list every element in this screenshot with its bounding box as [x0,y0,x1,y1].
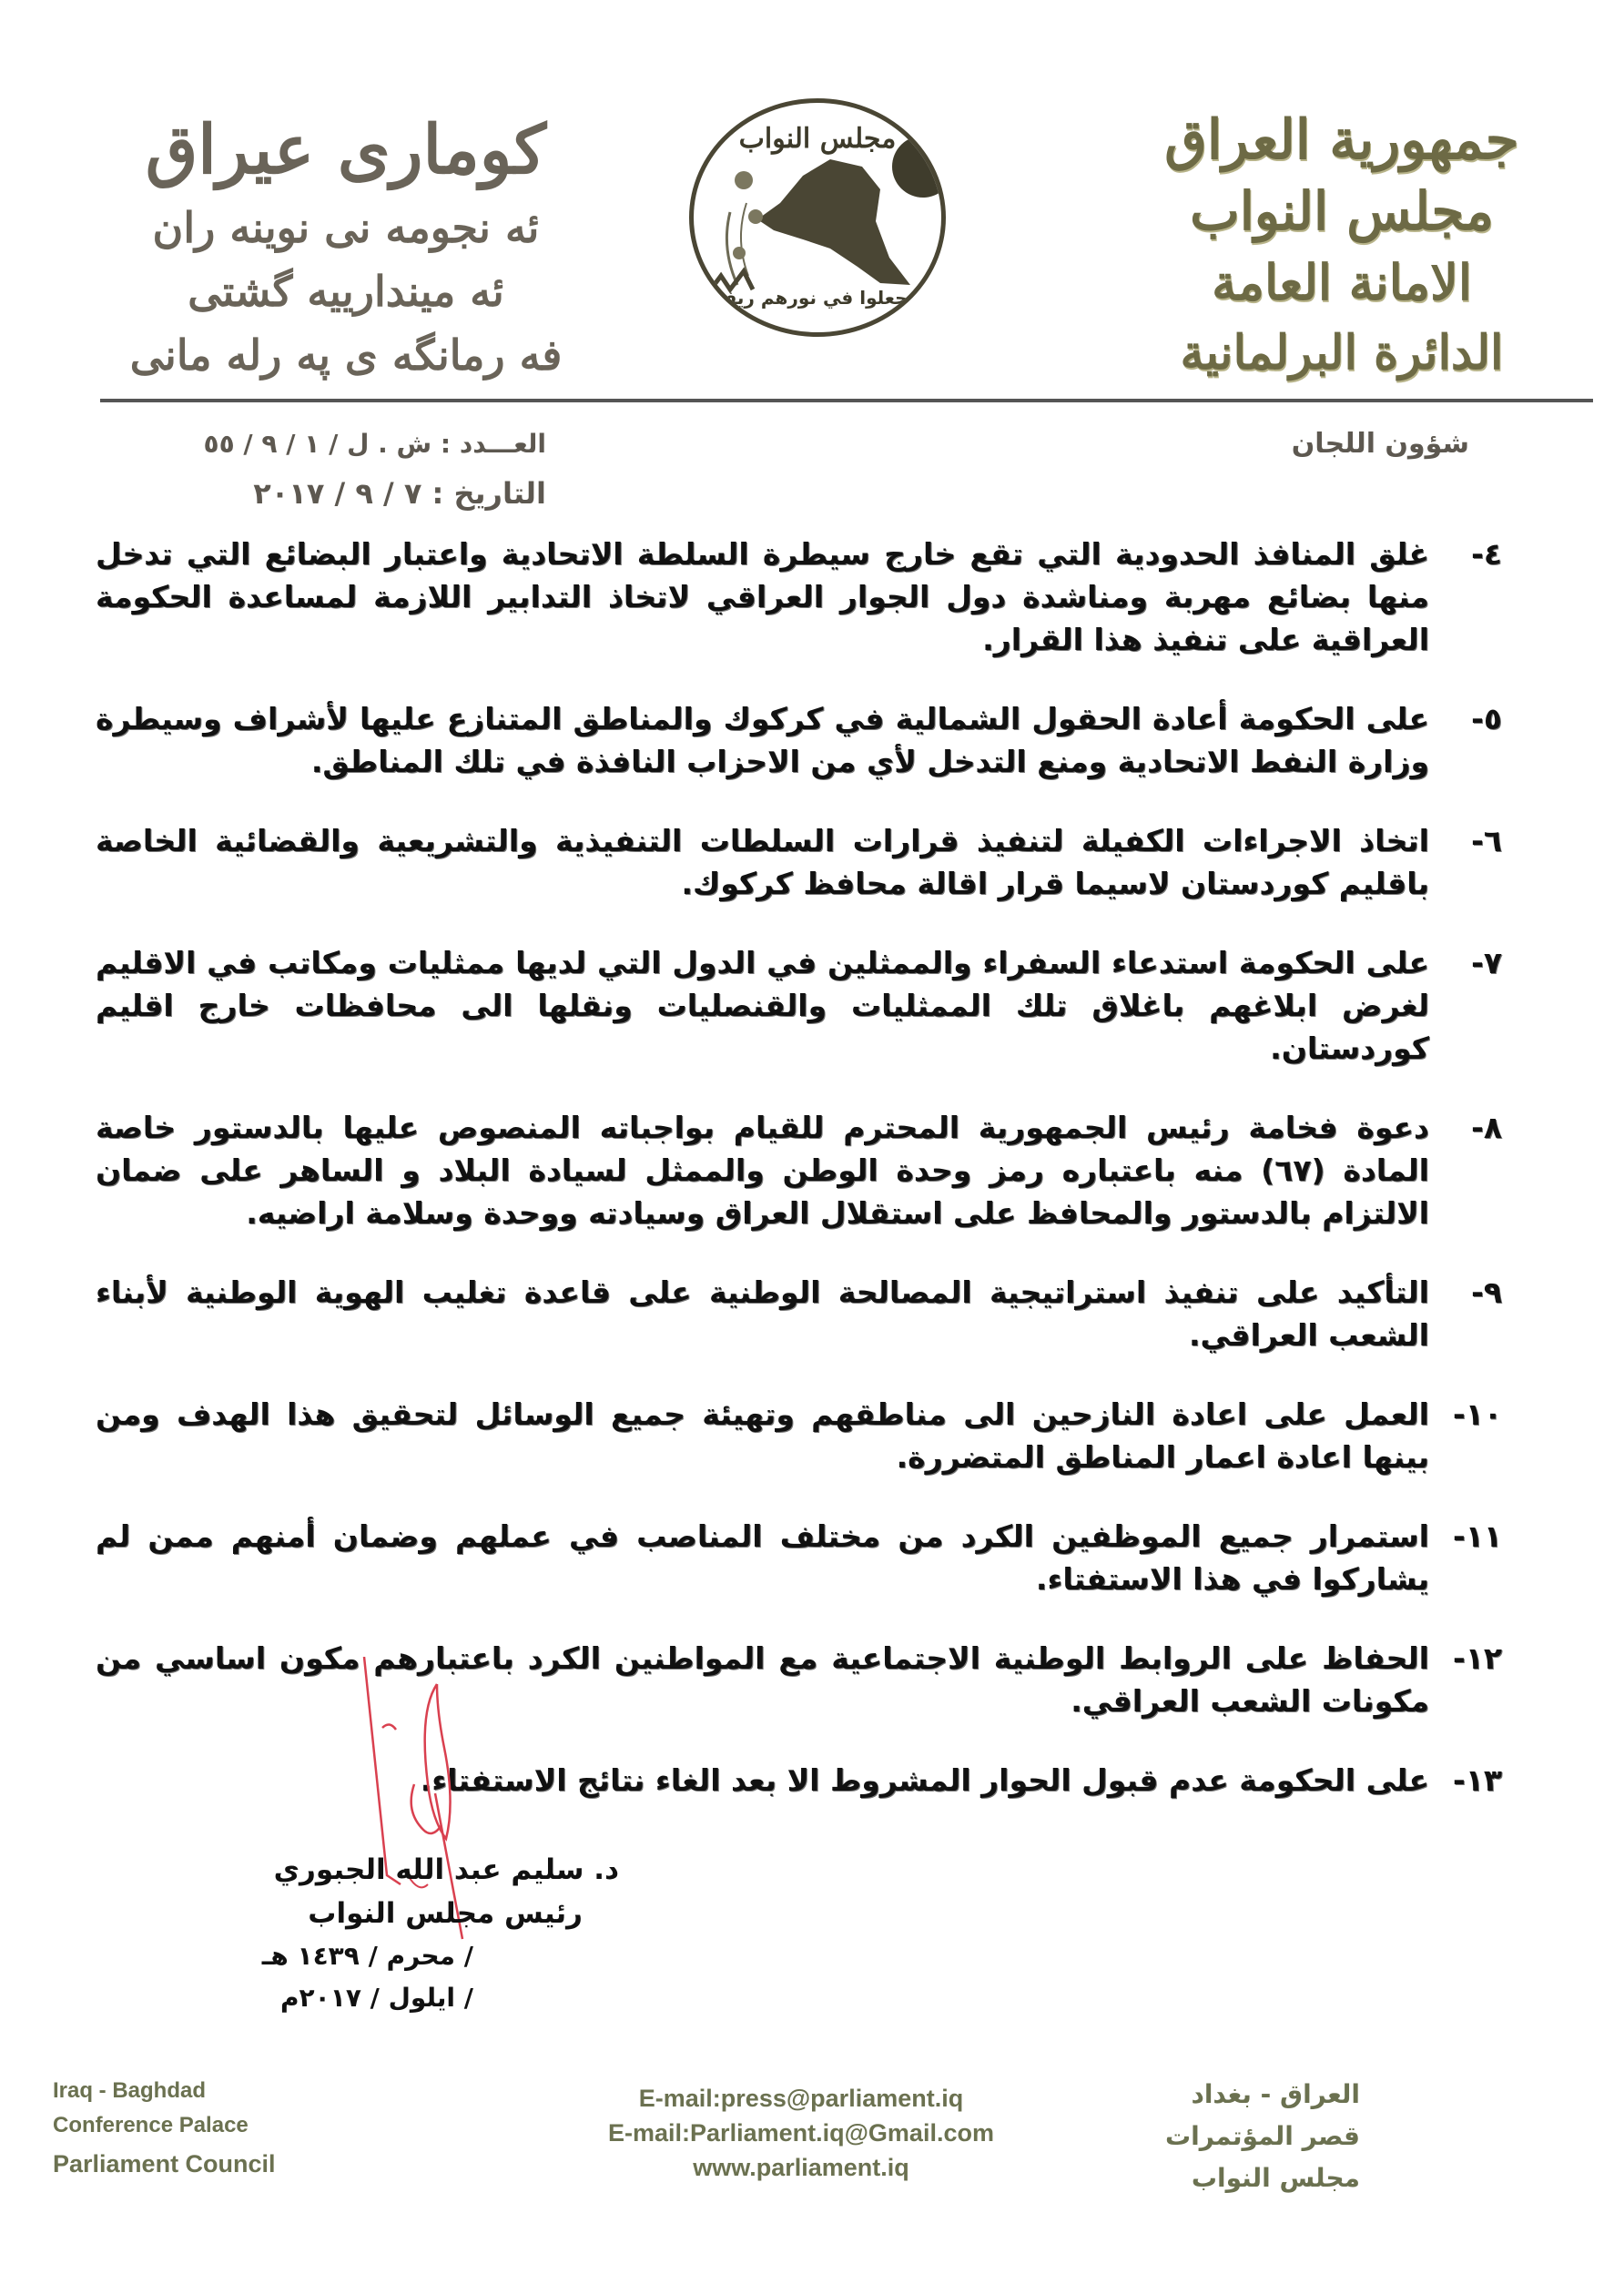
list-item [96,1106,1502,1234]
letterhead-line: ئه میندارییه گشتی [188,267,504,316]
list-item [96,819,1502,905]
department-label: شؤون اللجان [1291,428,1469,460]
footer-contact [546,2081,1056,2185]
item-number: ١٢- [1453,1640,1502,1676]
item-text: على الحكومة أعادة الحقول الشمالية في كركوك والمناطق المتنازع عليها لأشراف وسيطرة وزارة النفط الاتحادية ومنع التدخل لأي من الاحزاب النافذة في تلك المناطق. [96,701,1429,779]
footer-line: مجلس النواب [1191,2163,1360,2193]
seal-top-text: مجلس النواب [738,123,897,155]
signature-block [164,1848,619,2019]
item-text: على الحكومة عدم قبول الحوار المشروط الا بعد الغاء نتائج الاستفتاء. [420,1762,1429,1798]
item-text: الحفاظ على الروابط الوطنية الاجتماعية مع المواطنين الكرد باعتبارهم مكون اساسي من مكونات الشعب العراقي. [96,1640,1429,1719]
letterhead-line: ئه نجومه نی نوینه ران [152,203,540,252]
list-item [96,697,1502,783]
letterhead-line: فه رمانگه ی په رله مانی [129,330,563,380]
item-text: العمل على اعادة النازحين الى مناطقهم وتهيئة جميع الوسائل لتحقيق هذا الهدف ومن بينها اعادة اعمار المناطق المتضررة. [96,1396,1429,1475]
letterhead-line: الامانة العامة [1212,253,1472,311]
item-number: ١٠- [1453,1396,1502,1432]
footer-line: Parliament Council [53,2150,276,2177]
item-text: استمرار جميع الموظفين الكرد من مختلف المناصب في عملهم وضمان أمنهم ممن لم يشاركوا في هذا الاستفتاء. [96,1518,1429,1597]
item-text: على الحكومة استدعاء السفراء والممثلين في الدول التي لديها ممثليات ومكاتب في الاقليم لغرض ابلاغهم باغلاق تلك الممثليات والقنصليات ونقلها الى محافظات خارج اقليم كوردستان. [96,945,1429,1066]
list-item [96,1637,1502,1722]
item-number: ١١- [1453,1518,1502,1554]
seal-bottom-text: وجعلوا في نورهم ريف [716,287,919,309]
footer-line: العراق - بغداد [1191,2079,1360,2109]
item-number: ٦- [1471,823,1502,858]
item-text: دعوة فخامة رئيس الجمهورية المحترم للقيام بواجباته المنصوص عليها بالدستور خاصة المادة (٦٧) منه باعتباره رمز وحدة الوطن والممثل لسيادة البلاد و الساهر على ضمان الالتزام بالدستور والمحافظ على استقلال العراق وسيادته ووحدة وسلامة اراضيه. [96,1110,1429,1231]
list-item [96,1759,1502,1802]
footer-line: قصر المؤتمرات [1165,2121,1360,2151]
footer-line: Iraq - Baghdad [53,2078,207,2103]
item-number: ٤- [1471,536,1502,572]
gmail-email-link[interactable]: E-mail:Parliament.iq@Gmail.com [608,2119,994,2147]
reference-number: العـــدد : ش . ل / ١ / ٩ / ٥٥ [203,429,546,459]
website-link[interactable]: www.parliament.iq [693,2154,909,2181]
list-item [96,941,1502,1070]
letterhead-kurdish-title [118,105,573,387]
item-number: ١٣- [1453,1762,1502,1798]
parliament-seal [689,98,946,337]
document-reference [146,421,546,519]
hijri-date: / محرم / ١٤٣٩ هـ [261,1941,473,1971]
list-item [96,1393,1502,1478]
item-number: ٥- [1471,701,1502,736]
list-item [96,1271,1502,1356]
item-number: ٨- [1471,1110,1502,1145]
item-number: ٩- [1471,1274,1502,1310]
letterhead-line: مجلس النواب [1190,180,1494,242]
header-divider [100,399,1593,402]
signatory-name: د. سليم عبد الله الجبوري [273,1853,619,1886]
gregorian-date: / ايلول / ٢٠١٧م [280,1983,473,2013]
list-item [96,1515,1502,1600]
letterhead-line: الدائرة البرلمانية [1180,325,1504,381]
item-number: ٧- [1471,945,1502,980]
footer-address-arabic [1165,2074,1360,2199]
resolution-list [96,533,1502,1838]
footer [0,2074,1624,2238]
list-item [96,533,1502,661]
letterhead-arabic-title [1105,105,1578,389]
signatory-title: رئيس مجلس النواب [308,1897,583,1930]
document-date: التاريخ : ٧ / ٩ / ٢٠١٧ [253,476,546,511]
letterhead-line: كوماری عیراق [145,111,547,189]
footer-line: Conference Palace [53,2113,249,2137]
letterhead [0,0,1624,401]
item-text: التأكيد على تنفيذ استراتيجية المصالحة الوطنية على قاعدة تغليب الهوية الوطنية لأبناء الشعب العراقي. [96,1274,1429,1353]
letterhead-line: جمهورية العراق [1164,108,1519,172]
footer-address-english [53,2074,276,2181]
item-text: اتخاذ الاجراءات الكفيلة لتنفيذ قرارات السلطات التنفيذية والتشريعية والقضائية الخاصة باقليم كوردستان لاسيما قرار اقالة محافظ كركوك. [96,823,1429,901]
press-email-link[interactable]: E-mail:press@parliament.iq [638,2085,964,2112]
item-text: غلق المنافذ الحدودية التي تقع خارج سيطرة السلطة الاتحادية واعتبار البضائع التي تدخل منها بضائع مهربة ومناشدة دول الجوار العراقي لاتخاذ التدابير اللازمة لمساعدة الحكومة العراقية على تنفيذ هذا القرار. [96,536,1429,657]
